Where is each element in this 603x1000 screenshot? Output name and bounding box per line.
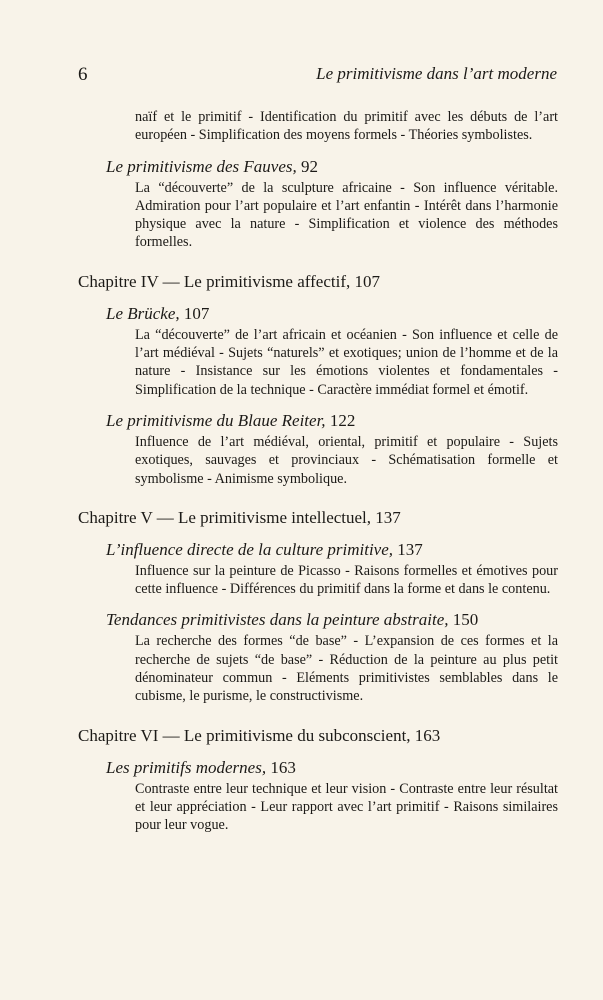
chapter-title — [78, 272, 558, 292]
section-description: La “découverte” de l’art africain et océanien - Son influence et celle de l’art médiéval - Sujets “naturels” et exotiques; union de l’homme et de la nature - Insistance sur les émotions violentes et fondamentales - Simplification de la technique - Caractère immédiat formel et émotif. — [135, 326, 558, 398]
section-description: La recherche des formes “de base” - L’expansion de ces formes et la recherche de sujets “de base” - Réduction de la peinture au plus petit dénominateur commun - Eléments primitivistes semblables dans le cubisme, le purisme, le constructivisme. — [135, 633, 558, 705]
section-description: Influence de l’art médiéval, oriental, primitif et populaire - Sujets exotiques, sauvages et provinciaux - Schématisation formelle et symbolisme - Animisme symbolique. — [135, 433, 558, 487]
section-influence — [78, 540, 558, 599]
section-page: 150 — [452, 610, 479, 630]
section-description: Contraste entre leur technique et leur vision - Contraste entre leur résultat et leur appréciation - Leur rapport avec l’art primitif - Raisons similaires pour leur vogue. — [135, 780, 558, 834]
section-description: Influence sur la peinture de Picasso - Raisons formelles et émotives pour cette influence - Différences du primitif dans la forme et dans le contenu. — [135, 562, 558, 598]
running-title: Le primitivisme dans l’art moderne — [316, 64, 557, 83]
section-page: 122 — [329, 410, 356, 430]
section-title-text: Tendances primitivistes dans la peinture abstraite, — [106, 610, 449, 630]
section-title — [106, 304, 558, 324]
chapter-heading: Chapitre IV — Le primitivisme affectif, 107 — [78, 271, 380, 291]
section-page: 92 — [301, 156, 318, 176]
chapter-heading: Chapitre VI — Le primitivisme du subconscient, 163 — [78, 725, 441, 745]
section-brucke — [78, 304, 558, 399]
section-page: 137 — [397, 539, 423, 559]
section-title — [106, 610, 558, 630]
chapter-title — [78, 726, 558, 746]
chapter-heading: Chapitre V — Le primitivisme intellectuel, 137 — [78, 507, 401, 527]
section-title-text: Le primitivisme des Fauves, — [106, 156, 297, 176]
section-fauves — [78, 157, 558, 252]
section-description: La “découverte” de la sculpture africaine - Son influence véritable. Admiration pour l’art populaire et l’art enfantin - Intérêt dans l’harmonie physique avec la nature - Simplification et violence des méthodes formelles. — [135, 179, 558, 251]
section-tendances — [78, 610, 558, 705]
section-title — [106, 411, 558, 431]
chapter-title — [78, 508, 558, 528]
section-blaue-reiter — [78, 411, 558, 488]
section-title-text: L’influence directe de la culture primitive, — [106, 539, 394, 559]
intro-description: naïf et le primitif - Identification du primitif avec les débuts de l’art européen - Simplification des moyens formels - Théories symbolistes. — [135, 109, 558, 144]
section-title — [106, 157, 558, 177]
page-header — [78, 64, 557, 88]
section-title — [106, 540, 558, 560]
section-title-text: Les primitifs modernes, — [106, 757, 267, 777]
table-of-contents — [78, 108, 558, 835]
page-number: 6 — [78, 64, 88, 85]
section-page: 163 — [270, 757, 296, 777]
section-title-text: Le primitivisme du Blaue Reiter, — [106, 410, 326, 430]
section-primitifs-modernes — [78, 758, 558, 835]
section-title-text: Le Brücke, — [106, 303, 180, 323]
section-page: 107 — [183, 303, 210, 323]
section-title — [106, 758, 558, 778]
